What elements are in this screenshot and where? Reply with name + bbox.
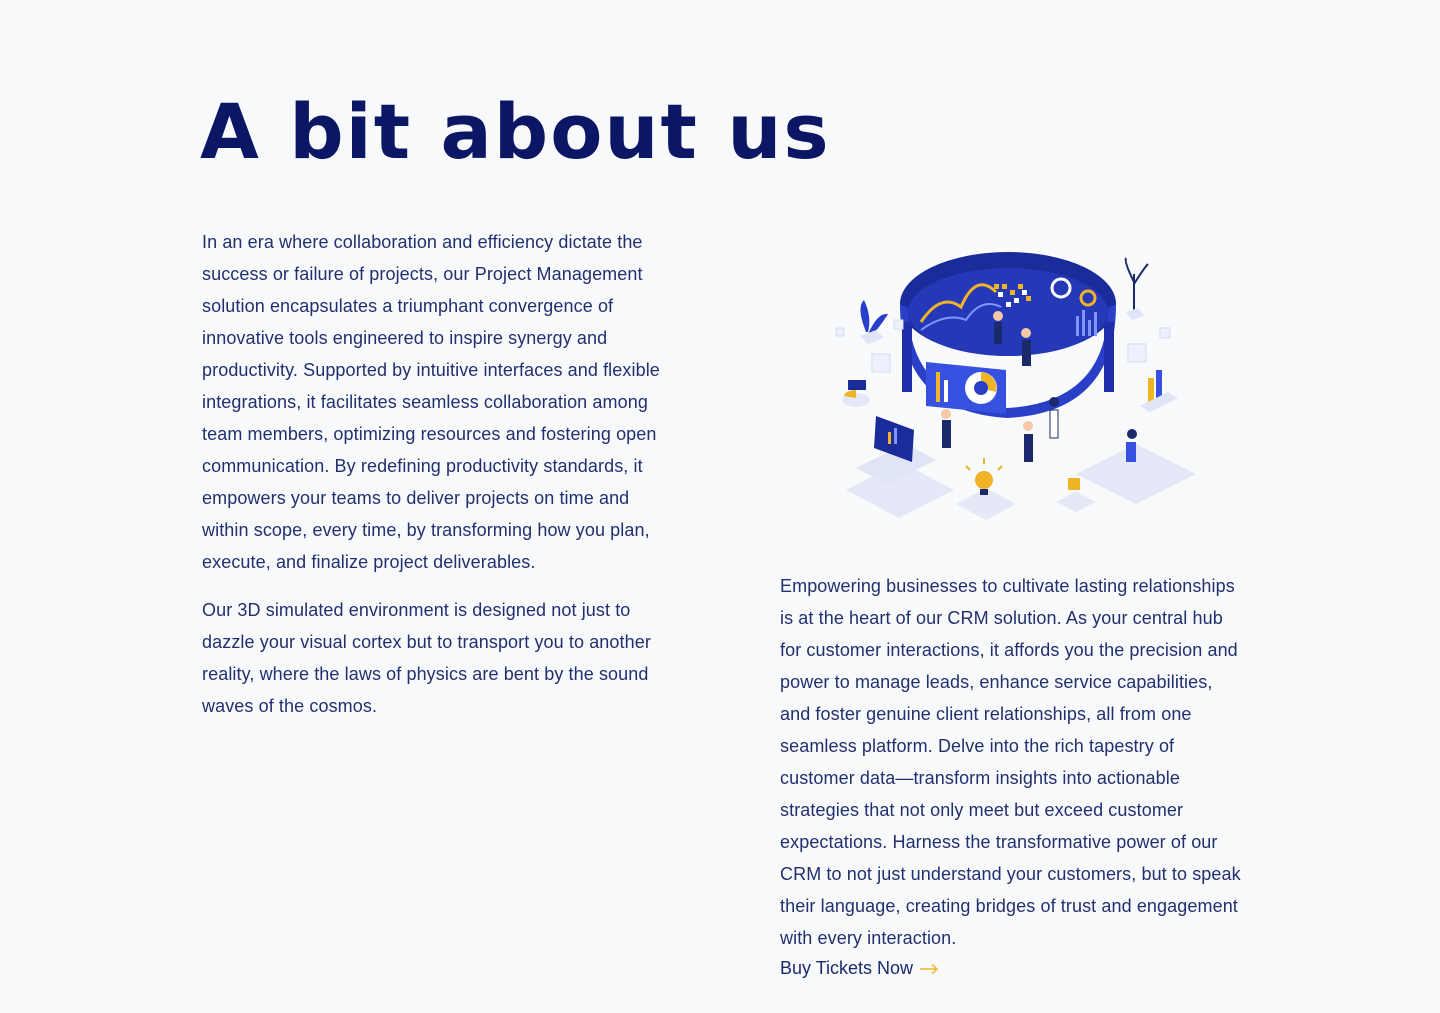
left-column <box>202 226 662 738</box>
buy-tickets-link[interactable] <box>780 958 939 979</box>
page-title: A bit about us <box>200 87 831 176</box>
arrow-right-icon <box>919 963 939 975</box>
buy-tickets-label: Buy Tickets Now <box>780 958 914 978</box>
environment-paragraph: Our 3D simulated environment is designed not just to dazzle your visual cortex but to transport you to another reality, where the laws of physics are bent by the sound waves of the cosmos. <box>202 600 651 716</box>
isometric-team-dashboard-illustration <box>776 212 1242 558</box>
illustration-icon <box>776 212 1242 558</box>
intro-paragraph: In an era where collaboration and efficiency dictate the success or failure of projects, our Project Management solution encapsulates a triumphant convergence of innovative tools engineered to inspire synergy and productivity. Supported by intuitive interfaces and flexible integrations, it facilitates seamless collaboration among team members, optimizing resources and fostering open communication. By redefining productivity standards, it empowers your teams to deliver projects on time and within scope, every time, by transforming how you plan, execute, and finalize project deliverables. <box>202 232 660 572</box>
crm-paragraph: Empowering businesses to cultivate lasting relationships is at the heart of our CRM solution. As your central hub for customer interactions, it affords you the precision and power to manage leads, enhance service capabilities, and foster genuine client relationships, all from one seamless platform. Delve into the rich tapestry of customer data—transform insights into actionable strategies that not only meet but exceed customer expectations. Harness the transformative power of our CRM to not just understand your customers, but to speak their language, creating bridges of trust and engagement with every interaction. <box>780 576 1241 948</box>
right-column <box>780 570 1242 970</box>
